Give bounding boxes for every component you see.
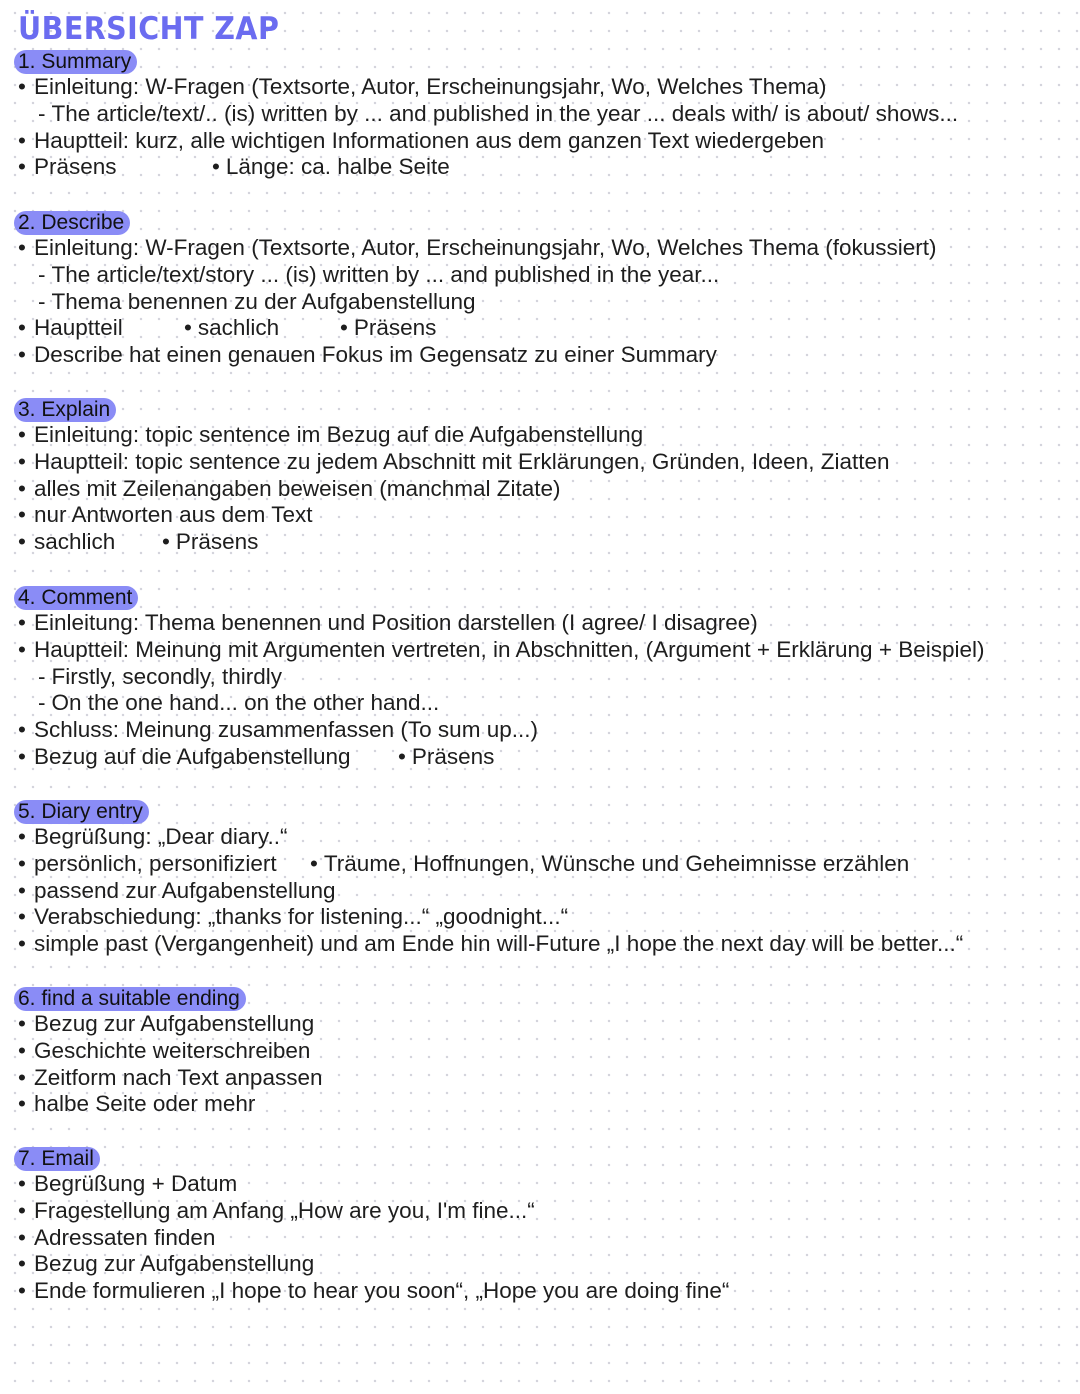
item-text: Präsens: [353, 315, 437, 341]
bullet-marker: •: [18, 904, 26, 930]
bullet-marker: •: [18, 448, 26, 474]
inline-bullet-item: [212, 154, 450, 181]
item-text: alles mit Zeilenangaben beweisen (manchmal Zitate): [34, 475, 561, 501]
item-text: Träume, Hoffnungen, Wünsche und Geheimnisse erzählen: [323, 850, 910, 876]
item-text: Firstly, secondly, thirdly: [51, 663, 282, 689]
section: [0, 1147, 1080, 1305]
item-text: Fragestellung am Anfang „How are you, I'm fine...“: [34, 1197, 535, 1223]
item-text: Einleitung: topic sentence im Bezug auf die Aufgabenstellung: [34, 422, 644, 447]
dash-item: [0, 101, 1080, 128]
bullet-marker: •: [18, 1171, 26, 1196]
bullet-marker: •: [18, 74, 26, 99]
section-heading: 6. find a suitable ending: [14, 987, 246, 1011]
bullet-marker: •: [340, 315, 348, 341]
bullet-item: [0, 1091, 1080, 1118]
item-text: Hauptteil: kurz, alle wichtigen Informationen aus dem ganzen Text wiedergeben: [34, 127, 825, 153]
inline-bullet-item: [398, 744, 494, 771]
item-text: passend zur Aufgabenstellung: [34, 877, 336, 903]
item-text: Einleitung: W-Fragen (Textsorte, Autor, Erscheinungsjahr, Wo, Welches Thema (fokussiert): [34, 235, 937, 260]
page-title: ÜBERSICHT ZAP: [18, 11, 280, 47]
bullet-item: [0, 904, 1080, 931]
bullet-marker: •: [18, 717, 26, 743]
bullet-marker: •: [18, 502, 26, 528]
bullet-marker: •: [398, 743, 406, 769]
bullet-item: [0, 502, 1080, 529]
bullet-item: [0, 154, 1080, 181]
bullet-marker: •: [18, 127, 26, 153]
bullet-marker: •: [18, 529, 26, 555]
section: [0, 50, 1080, 181]
item-text: nur Antworten aus dem Text: [34, 502, 313, 528]
item-text: Präsens: [34, 154, 117, 180]
bullet-item: [0, 1038, 1080, 1065]
dash-marker: -: [38, 663, 46, 689]
bullet-item: [0, 1065, 1080, 1092]
item-text: Describe hat einen genauen Fokus im Gegensatz zu einer Summary: [34, 342, 717, 368]
bullet-item: [0, 1171, 1080, 1198]
item-text: Länge: ca. halbe Seite: [225, 154, 450, 180]
bullet-item: [0, 1198, 1080, 1225]
bullet-item: [0, 744, 1080, 771]
section-heading: 2. Describe: [14, 211, 130, 235]
item-text: The article/text/.. (is) written by ... and published in the year ... deals with/ is about/ shows...: [51, 100, 959, 126]
section-heading: 1. Summary: [14, 50, 137, 74]
bullet-item: [0, 235, 1080, 262]
bullet-item: [0, 931, 1080, 958]
bullet-item: [0, 1225, 1080, 1252]
bullet-marker: •: [18, 475, 26, 501]
bullet-marker: •: [18, 636, 26, 662]
bullet-marker: •: [18, 315, 26, 341]
item-text: Bezug auf die Aufgabenstellung: [34, 743, 351, 769]
bullet-item: [0, 637, 1080, 664]
item-text: simple past (Vergangenheit) und am Ende hin will-Future „I hope the next day will be better...“: [34, 931, 964, 957]
bullet-item: [0, 851, 1080, 878]
bullet-item: [0, 74, 1080, 101]
bullet-item: [0, 315, 1080, 342]
item-text: sachlich: [34, 529, 116, 555]
item-text: Geschichte weiterschreiben: [34, 1037, 311, 1063]
bullet-marker: •: [162, 529, 170, 555]
bullet-marker: •: [18, 850, 26, 876]
item-text: Einleitung: W-Fragen (Textsorte, Autor, Erscheinungsjahr, Wo, Welches Thema): [34, 74, 827, 99]
item-text: sachlich: [197, 315, 280, 341]
dash-item: [0, 289, 1080, 316]
item-text: Bezug zur Aufgabenstellung: [34, 1011, 315, 1036]
item-text: Einleitung: Thema benennen und Position darstellen (I agree/ I disagree): [34, 610, 758, 635]
item-text: Hauptteil: Meinung mit Argumenten vertreten, in Abschnitten, (Argument + Erklärung + Beispiel): [34, 636, 985, 662]
bullet-marker: •: [212, 154, 220, 180]
dash-marker: -: [38, 288, 46, 314]
section-heading: 3. Explain: [14, 398, 116, 422]
section: [0, 398, 1080, 556]
dash-item: [0, 664, 1080, 691]
bullet-marker: •: [310, 850, 318, 876]
item-text: Präsens: [411, 743, 495, 769]
section: [0, 211, 1080, 369]
section: [0, 800, 1080, 958]
bullet-item: [0, 128, 1080, 155]
item-text: halbe Seite oder mehr: [34, 1091, 256, 1117]
inline-bullet-item: [184, 315, 279, 342]
bullet-marker: •: [18, 1091, 26, 1117]
bullet-item: [0, 1251, 1080, 1278]
bullet-marker: •: [18, 154, 26, 180]
bullet-marker: •: [18, 824, 26, 849]
item-text: Schluss: Meinung zusammenfassen (To sum up...): [34, 717, 538, 743]
inline-bullet-item: [340, 315, 436, 342]
item-text: The article/text/story ... (is) written by ... and published in the year...: [51, 261, 720, 287]
bullet-item: [0, 529, 1080, 556]
bullet-item: [0, 342, 1080, 369]
item-text: persönlich, personifiziert: [34, 850, 277, 876]
item-text: Zeitform nach Text anpassen: [34, 1064, 323, 1090]
bullet-item: [0, 824, 1080, 851]
bullet-marker: •: [18, 1251, 26, 1277]
item-text: Ende formulieren „I hope to hear you soon“, „Hope you are doing fine“: [34, 1278, 730, 1304]
bullet-marker: •: [18, 743, 26, 769]
item-text: Hauptteil: [34, 315, 123, 341]
bullet-marker: •: [18, 235, 26, 260]
bullet-marker: •: [18, 1064, 26, 1090]
bullet-item: [0, 1278, 1080, 1305]
section-heading: 4. Comment: [14, 586, 138, 610]
item-text: Präsens: [175, 529, 259, 555]
bullet-item: [0, 476, 1080, 503]
section: [0, 586, 1080, 771]
inline-bullet-item: [162, 529, 258, 556]
bullet-item: [0, 422, 1080, 449]
dash-item: [0, 262, 1080, 289]
item-text: Adressaten finden: [34, 1224, 216, 1250]
item-text: Bezug zur Aufgabenstellung: [34, 1251, 315, 1277]
item-text: Begrüßung: „Dear diary..“: [34, 824, 288, 849]
inline-bullet-item: [310, 851, 909, 878]
bullet-marker: •: [18, 342, 26, 368]
bullet-marker: •: [18, 1224, 26, 1250]
bullet-marker: •: [18, 877, 26, 903]
item-text: Hauptteil: topic sentence zu jedem Abschnitt mit Erklärungen, Gründen, Ideen, Ziatten: [34, 448, 890, 474]
item-text: Begrüßung + Datum: [34, 1171, 238, 1196]
bullet-item: [0, 1011, 1080, 1038]
section-heading: 5. Diary entry: [14, 800, 149, 824]
item-text: On the one hand... on the other hand...: [51, 690, 440, 716]
dash-marker: -: [38, 100, 46, 126]
section-heading: 7. Email: [14, 1147, 100, 1171]
bullet-item: [0, 717, 1080, 744]
dash-item: [0, 690, 1080, 717]
bullet-marker: •: [18, 1197, 26, 1223]
bullet-item: [0, 610, 1080, 637]
bullet-item: [0, 449, 1080, 476]
bullet-marker: •: [18, 1278, 26, 1304]
item-text: Thema benennen zu der Aufgabenstellung: [51, 288, 476, 314]
dash-marker: -: [38, 690, 46, 716]
dash-marker: -: [38, 261, 46, 287]
item-text: Verabschiedung: „thanks for listening...“ „goodnight...“: [34, 904, 569, 930]
bullet-marker: •: [18, 1011, 26, 1036]
bullet-marker: •: [18, 931, 26, 957]
bullet-marker: •: [18, 1037, 26, 1063]
bullet-marker: •: [184, 315, 192, 341]
section: [0, 987, 1080, 1118]
bullet-item: [0, 878, 1080, 905]
bullet-marker: •: [18, 422, 26, 447]
bullet-marker: •: [18, 610, 26, 635]
